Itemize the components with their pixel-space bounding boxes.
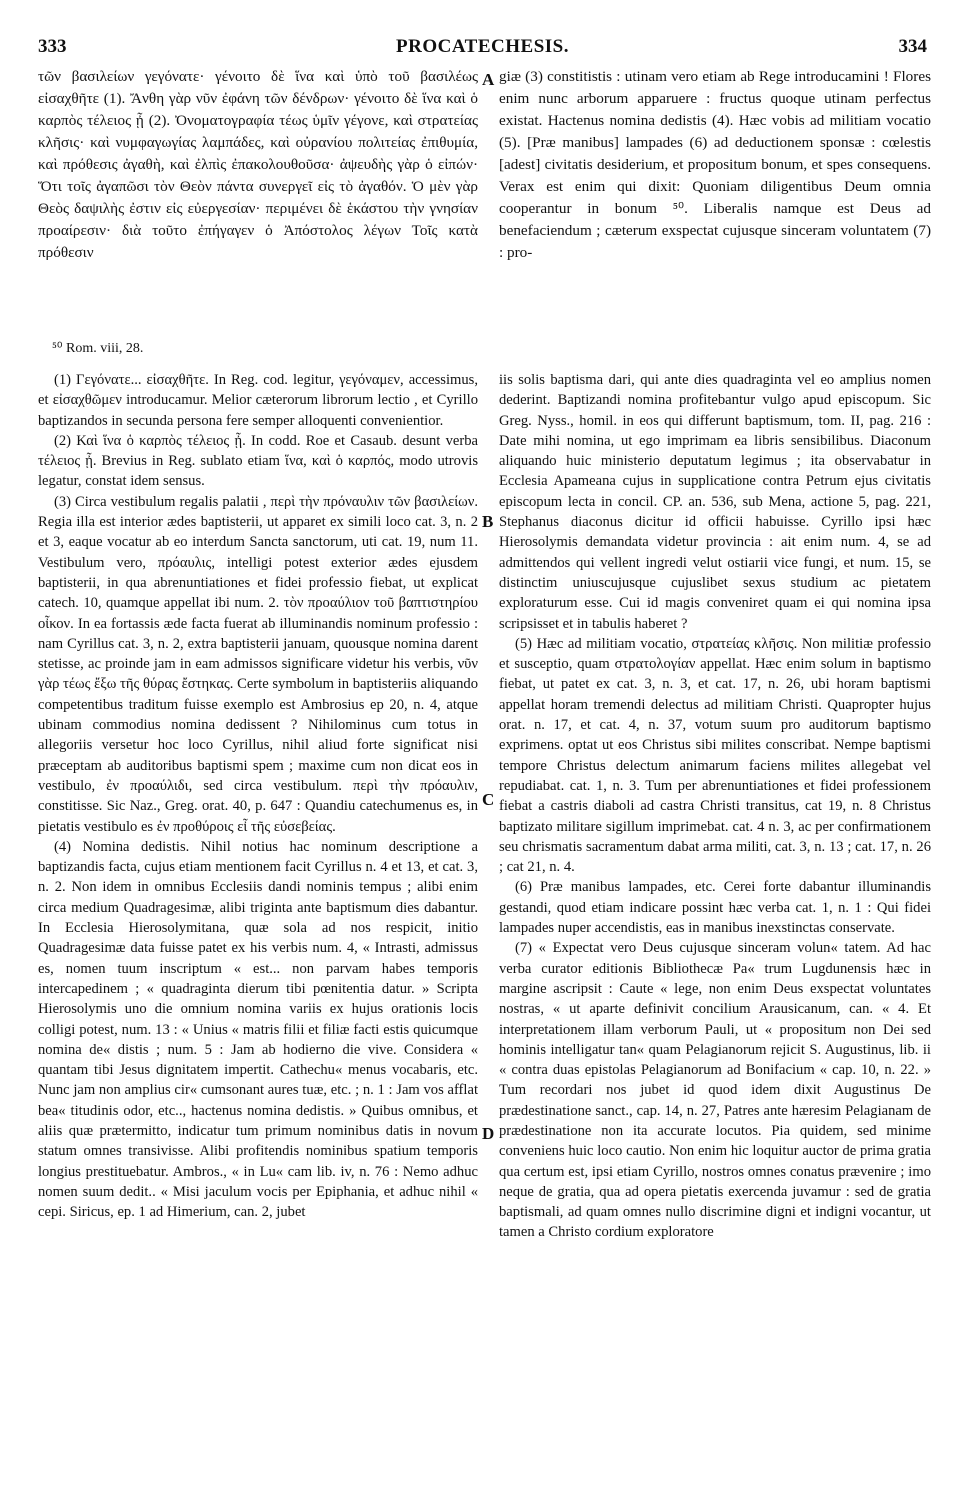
note-4-continued: iis solis baptisma dari, qui ante dies quadraginta vel eo amplius nomen dederint. Baptizandi nomina profitebantur vulgo apud episcopum. Sic Greg. Nyss., homil. in eos qui differunt baptismum, tom. II, pag. 216 : Date mihi nomina, ut ego imprimam ea libris sensibilibus. Diaconum aliquando huic ministerio deputatum legimus ; ita observabatur in Ecclesia Apameana cujus in supplicatione contra Petrum ejus civitatis episcopum lecta in concil. CP. an. 536, sub Mena, actione 5, pag. 221, Stephanus diaconus dicitur id officii habuisse. Cyrillo ipsi hæc Hierosolymis demandata videtur provincia : ait enim num. 4, se ad admittendos qui vellent ingredi velut ostiarii vice fungi, et num. 15, se distinctim uniuscujusque cujuslibet sexus studium ac pietatem exploraturum esse. Cui id magis conveniret quam ei qui nomina ipsa scripsisset et in tabulis haberet ? — [499, 372, 931, 632]
latin-column — [499, 66, 931, 264]
notes-right-column — [499, 370, 931, 1243]
note-7: (7) « Expectat vero Deus cujusque sinceram volun« tatem. Ad hac verba curator editionis Bibliothecæ Pa« trum Lugdunensis hæc in margine ascripsit : Caute « lege, non enim Deus exspectat voluntates nostras, « ut aparte definivit concilium Arausicanum, can. « 4. Et interpretationem illam verborum Pauli, ut « propositum non Dei sed hominis intelligatur tan« quam Pelagianorum rejicit S. Augustinus, lib. ii « contra duas epistolas Pelagianorum ad Bonifacium « cap. 10, n. 22. » Tum recordari nos jubet id quod idem dixit Augustinus De prædestinatione sanct., cap. 14, n. 27, Patres ante hæresim Pelagianam de prædestinatione non ita accurate locutos. Pia quidem, sed minime conveniens huic loco cautio. Non enim hic loquitur auctor de prima gratia qua certum est, ipsi etiam Cyrillo, nostros omnes conatus prævenire ; imo neque de gratia, qua ad opera pietatis exercenda juvamur : sed de gratia baptismali, ad quam omnes nullo discrimine digni et indigni vocantur, ut tamen a Christo cordium exploratore — [499, 940, 931, 1241]
note-3: (3) Circa vestibulum regalis palatii , περὶ τὴν πρόναυλιν τῶν βασιλείων. Regia illa est interior ædes baptisterii, ut apparet ex simili loco cat. 3, n. 2 et 3, eaque vocatur ab eo interdum Sancta sanctorum, uti cat. 19, num 11. Vestibulum vero, πρόαυλις, intelligi potest exterior ædes ejusdem baptisterii, in qua abrenuntiationes et fidei professio fiebat, ut explicat catech. 10, quamque appellat ibi num. 2. τὸν προαύλιον τοῦ βαπτιστηρίου οἶκον. In ea fortassis æde facta fuerat ab illuminandis nominum professio : nam Cyrillus cat. 3, n. 2, extra baptisterii januam, quousque nomina darent stetisse, ac proinde jam in eam admissos significare videtur his verbis, νῦν γὰρ τέως ἔξω τῆς θύρας ἔστηκας. Certe symbolum in baptisteriis aliquando competentibus traditum fuisse exemplo est Ambrosius ep 20, n. 4, atque ubinam commodius nomina dedissent ? Nihilominus cum totus in allegoriis versetur hoc loco Cyrillus, nihil aliud forte significat nisi præceptam ab auditoribus baptismi spem ; maxime cum non dicat eos in vestibulo, ἐν προαύλιδι, sed circa vestibulum. περὶ τὴν πρόαυλιν, constitisse. Sic Naz., Greg. orat. 40, p. 647 : Quandiu catechumenus es, in pietatis vestibulo es ἐν προθύροις εἶ τῆς εὐσεβείας. — [38, 493, 478, 835]
page-number-right: 334 — [898, 36, 927, 57]
scripture-reference: ⁵⁰ Rom. viii, 28. — [52, 341, 144, 356]
page-number-left: 333 — [38, 36, 67, 57]
margin-letter-d: D — [482, 1124, 495, 1143]
greek-column — [38, 66, 478, 264]
page-header — [38, 36, 927, 60]
running-title: PROCATECHESIS. — [396, 36, 569, 57]
note-6: (6) Præ manibus lampades, etc. Cerei forte dabantur illuminandis gestandi, quod etiam indicare possint hæc verba cat. 1, n. 1 : Qui fidei lampades nuper accendistis, eas in manibus inexstinctas conservate. — [499, 879, 931, 937]
margin-letter-b: B — [482, 512, 494, 531]
note-1: (1) Γεγόνατε... εἰσαχθῆτε. In Reg. cod. legitur, γεγόναμεν, accessimus, et εἰσαχθῶμεν introducamur. Melior cæterorum librorum lectio , et Cyrillo baptizandos in secunda persona fere semper alloquenti convenientior. — [38, 372, 478, 429]
note-2: (2) Καὶ ἵνα ὁ καρπὸς τέλειος ᾖ. In codd. Roe et Casaub. desunt verba τέλειος ᾖ. Brevius in Reg. sublato etiam ἵνα, καὶ ὁ καρπός, modo utrovis legatur, constat idem sensus. — [38, 432, 478, 490]
latin-text: giæ (3) constitistis : utinam vero etiam ab Rege introducamini ! Flores enim nunc arborum apparuere : fructus quoque utinam perfectus existat. Hactenus nomina dedistis (4). Hæc vobis ad militiam vocatio (5). [Præ manibus] lampades (6) ad deductionem sponsæ : cœlestis [adest] civitatis desiderium, et propositum bonum, et spes consequens. Verax est enim qui dixit: Quoniam diligentibus Deum omnia cooperantur in bonum ⁵⁰. Liberalis namque est Deus ad benefaciendum ; cæterum exspectat cujusque sinceram voluntatem (7) : pro- — [499, 68, 931, 261]
margin-letter-c: C — [482, 790, 495, 809]
margin-letter-a: A — [482, 70, 495, 89]
greek-text: τῶν βασιλείων γεγόνατε· γένοιτο δὲ ἵνα καὶ ὑπὸ τοῦ βασιλέως εἰσαχθῆτε (1). Ἄνθη γὰρ νῦν ἐφάνη τῶν δένδρων· γένοιτο δὲ ἵνα καὶ ὁ καρπὸς τέλειος ᾖ (2). Ὀνοματογραφία τέως ὑμῖν γέγονε, καὶ στρατείας κλῆσις· καὶ νυμφαγωγίας λαμπάδες, καὶ οὐρανίου πολιτείας ἐπιθυμία, καὶ πρόθεσις ἀγαθὴ, καὶ ἐλπὶς ἐπακολουθοῦσα· ἀψευδὴς γὰρ ὁ εἰπών· Ὅτι τοῖς ἀγαπῶσι τὸν Θεὸν πάντα συνεργεῖ εἰς τὸ ἀγαθόν. Ὁ μὲν γὰρ Θεὸς δαψιλὴς ἐστιν εἰς εὐεργεσίαν· περιμένει δὲ ἑκάστου τὴν γνησίαν προαίρεσιν· διὰ τοῦτο ἐπήγαγεν ὁ Ἀπόστολος λέγων Τοῖς κατὰ πρόθεσιν — [38, 68, 478, 261]
notes-left-column — [38, 370, 478, 1222]
note-4: (4) Nomina dedistis. Nihil notius hac nominum descriptione a baptizandis facta, cujus etiam mentionem facit Cyrillus n. 4 et 13, et cat. 3, n. 2. Non idem in omnibus Ecclesiis dandi nominis tempus ; alibi enim circa medium Quadragesimæ, alibi triginta ante baptismum dies dabantur. In Ecclesia Hierosolymitana, quæ sola ad nos respicit, initio Quadragesimæ data fuisse patet ex his verbis num. 4, « Intrasti, admissus es, nomen tuum inscriptum « est... non parvam habes temporis intercapedinem ; « quadraginta dierum tibi pœnitentia datur. » Scripta Hierosolymis uno die omnium nomina variis ex hujus orationis locis colligi potest, num. 13 : « Unius « matris filii et filiæ facti estis quicumque nomina de« distis ; num. 5 : Jam ab hodierno die vive. Considera « quantam tibi Jesus dignitatem impertit. Cathechu« menus vocabaris, etc. Nunc jam non amplius cir« cumsonant aures tuæ, etc. ; n. 1 : Jam vos afflat bea« titudinis odor, etc.., hactenus nomina dedistis. » Quibus omnibus, et aliis quæ prætermitto, indicatur tum primum nominibus datis in novum statum omnes transivisse. Alibi profitendis nominibus spatium temporis longius prestituebatur. Ambros., « in Lu« cam lib. iv, n. 76 : Nemo adhuc nomen suum dedit.. « Misi jaculum vocis per Epiphania, et adhuc nihil « cepi. Siricus, ep. 1 ad Himerium, can. 2, jubet — [38, 838, 478, 1221]
note-5: (5) Hæc ad militiam vocatio, στρατείας κλῆσις. Non militiæ professio et susceptio, quam στρατολογίαν appellat. Hæc enim solum in baptismo fiebat, ut patet ex cat. 3, n. 3, et cat. 17, n. 26, ubi horam baptismi appellat horam tremendi delectus ad militiam Christi. Quapropter hujus orat. n. 17, et cat. 4, n. 37, votum suum pro auditorum baptismo exprimens. optat ut eos Christus sibi milites conscribat. Nempe baptismi tempore Christus delectum animarum faciens milites allegebat vel repudiabat. cat. 1, n. 3. Tum per abrenuntiationes et fidei professionem fiebat a castris diaboli ad castra Christi transitus, cat 19, n. 8 Christus baptizato militare sigillum imprimebat. cat. 4 n. 3, ac per confirmationem seu chrismatis sacramentum dabat arma militi, cat. 3, n. 13 ; cat. 17, n. 26 ; cat 21, n. 4. — [499, 635, 931, 876]
